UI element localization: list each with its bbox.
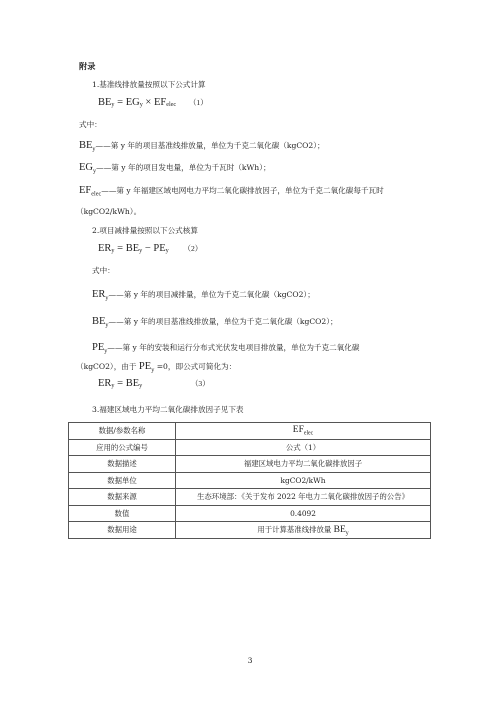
table-cell-key: 数据描述 — [69, 456, 176, 473]
table-row — [69, 456, 431, 473]
where-label-1: 式中： — [79, 120, 102, 129]
table-cell-key: 数据来源 — [69, 489, 176, 506]
table-row — [69, 489, 431, 506]
table-cell-value: 用于计算基准线排放量 $BE_y$ — [176, 522, 431, 539]
emission-factor-table — [68, 422, 431, 539]
table-row — [69, 522, 431, 539]
definition-er: $ER_y——$第 y 年的项目减排量，单位为千克二氧化碳（kgCO2）； — [92, 289, 315, 302]
where-label-2: 式中： — [92, 266, 115, 275]
section-2-title: 2.项目减排量按照以下公式核算 — [92, 226, 198, 235]
section-1-title: 1.基准线排放量按照以下公式计算 — [92, 80, 206, 89]
table-header-symbol: $EF_{elec}$ — [176, 423, 431, 440]
table-cell-value: 公式（1） — [176, 439, 431, 456]
definition-pe-continued: （kgCO2），由于 $PE_y =0$，即公式可简化为： — [76, 361, 237, 374]
definition-be-2: $BE_y——$第 y 年的项目基准线排放量，单位为千克二氧化碳（kgCO2）； — [92, 316, 338, 329]
appendix-title: 附录 — [79, 61, 96, 71]
table-cell-key: 应用的公式编号 — [69, 439, 176, 456]
table-header-label: 数据/参数名称 — [69, 423, 176, 440]
table-row — [69, 472, 431, 489]
formula-3: $ER_y = BE_y$ （3） — [98, 378, 210, 389]
table-cell-value: 0.4092 — [176, 505, 431, 522]
formula-2-number: （2） — [183, 244, 203, 253]
table-cell-value: 生态环境部：《关于发布 2022 年电力二氧化碳排放因子的公告》 — [176, 489, 431, 506]
table-cell-key: 数值 — [69, 505, 176, 522]
formula-2: $ER_y = BE_y - PE_y$ （2） — [98, 243, 203, 254]
section-3-title: 3.福建区域电力平均二氧化碳排放因子见下表 — [92, 405, 244, 414]
table-cell-value: 福建区域电力平均二氧化碳排放因子 — [176, 456, 431, 473]
definition-ef: $EF_{elec}——$第 y 年福建区域电网电力平均二氧化碳排放因子，单位为千克二氧化碳每千瓦时 — [79, 185, 384, 198]
table-cell-key: 数据单位 — [69, 472, 176, 489]
formula-1: $BE_y = EG_y \times EF_{elec}$ （1） — [98, 97, 208, 108]
definition-pe: $PE_y——$第 y 年的安装和运行分布式光伏发电项目排放量，单位为千克二氧化碳 — [92, 342, 360, 355]
definition-eg: $EG_y——$第 y 年的项目发电量，单位为千瓦时（kWh）； — [79, 162, 271, 175]
table-cell-value: kgCO2/kWh — [176, 472, 431, 489]
table-row — [69, 439, 431, 456]
formula-3-number: （3） — [190, 379, 210, 388]
formula-1-number: （1） — [188, 98, 208, 107]
definition-be: $BE_y——$第 y 年的项目基准线排放量，单位为千克二氧化碳（kgCO2）； — [79, 140, 325, 153]
page-number: 3 — [247, 656, 253, 665]
definition-ef-continued: （kgCO2/kWh）。 — [76, 207, 142, 216]
table-header-row — [69, 423, 431, 440]
table-row — [69, 505, 431, 522]
table-cell-key: 数据用途 — [69, 522, 176, 539]
